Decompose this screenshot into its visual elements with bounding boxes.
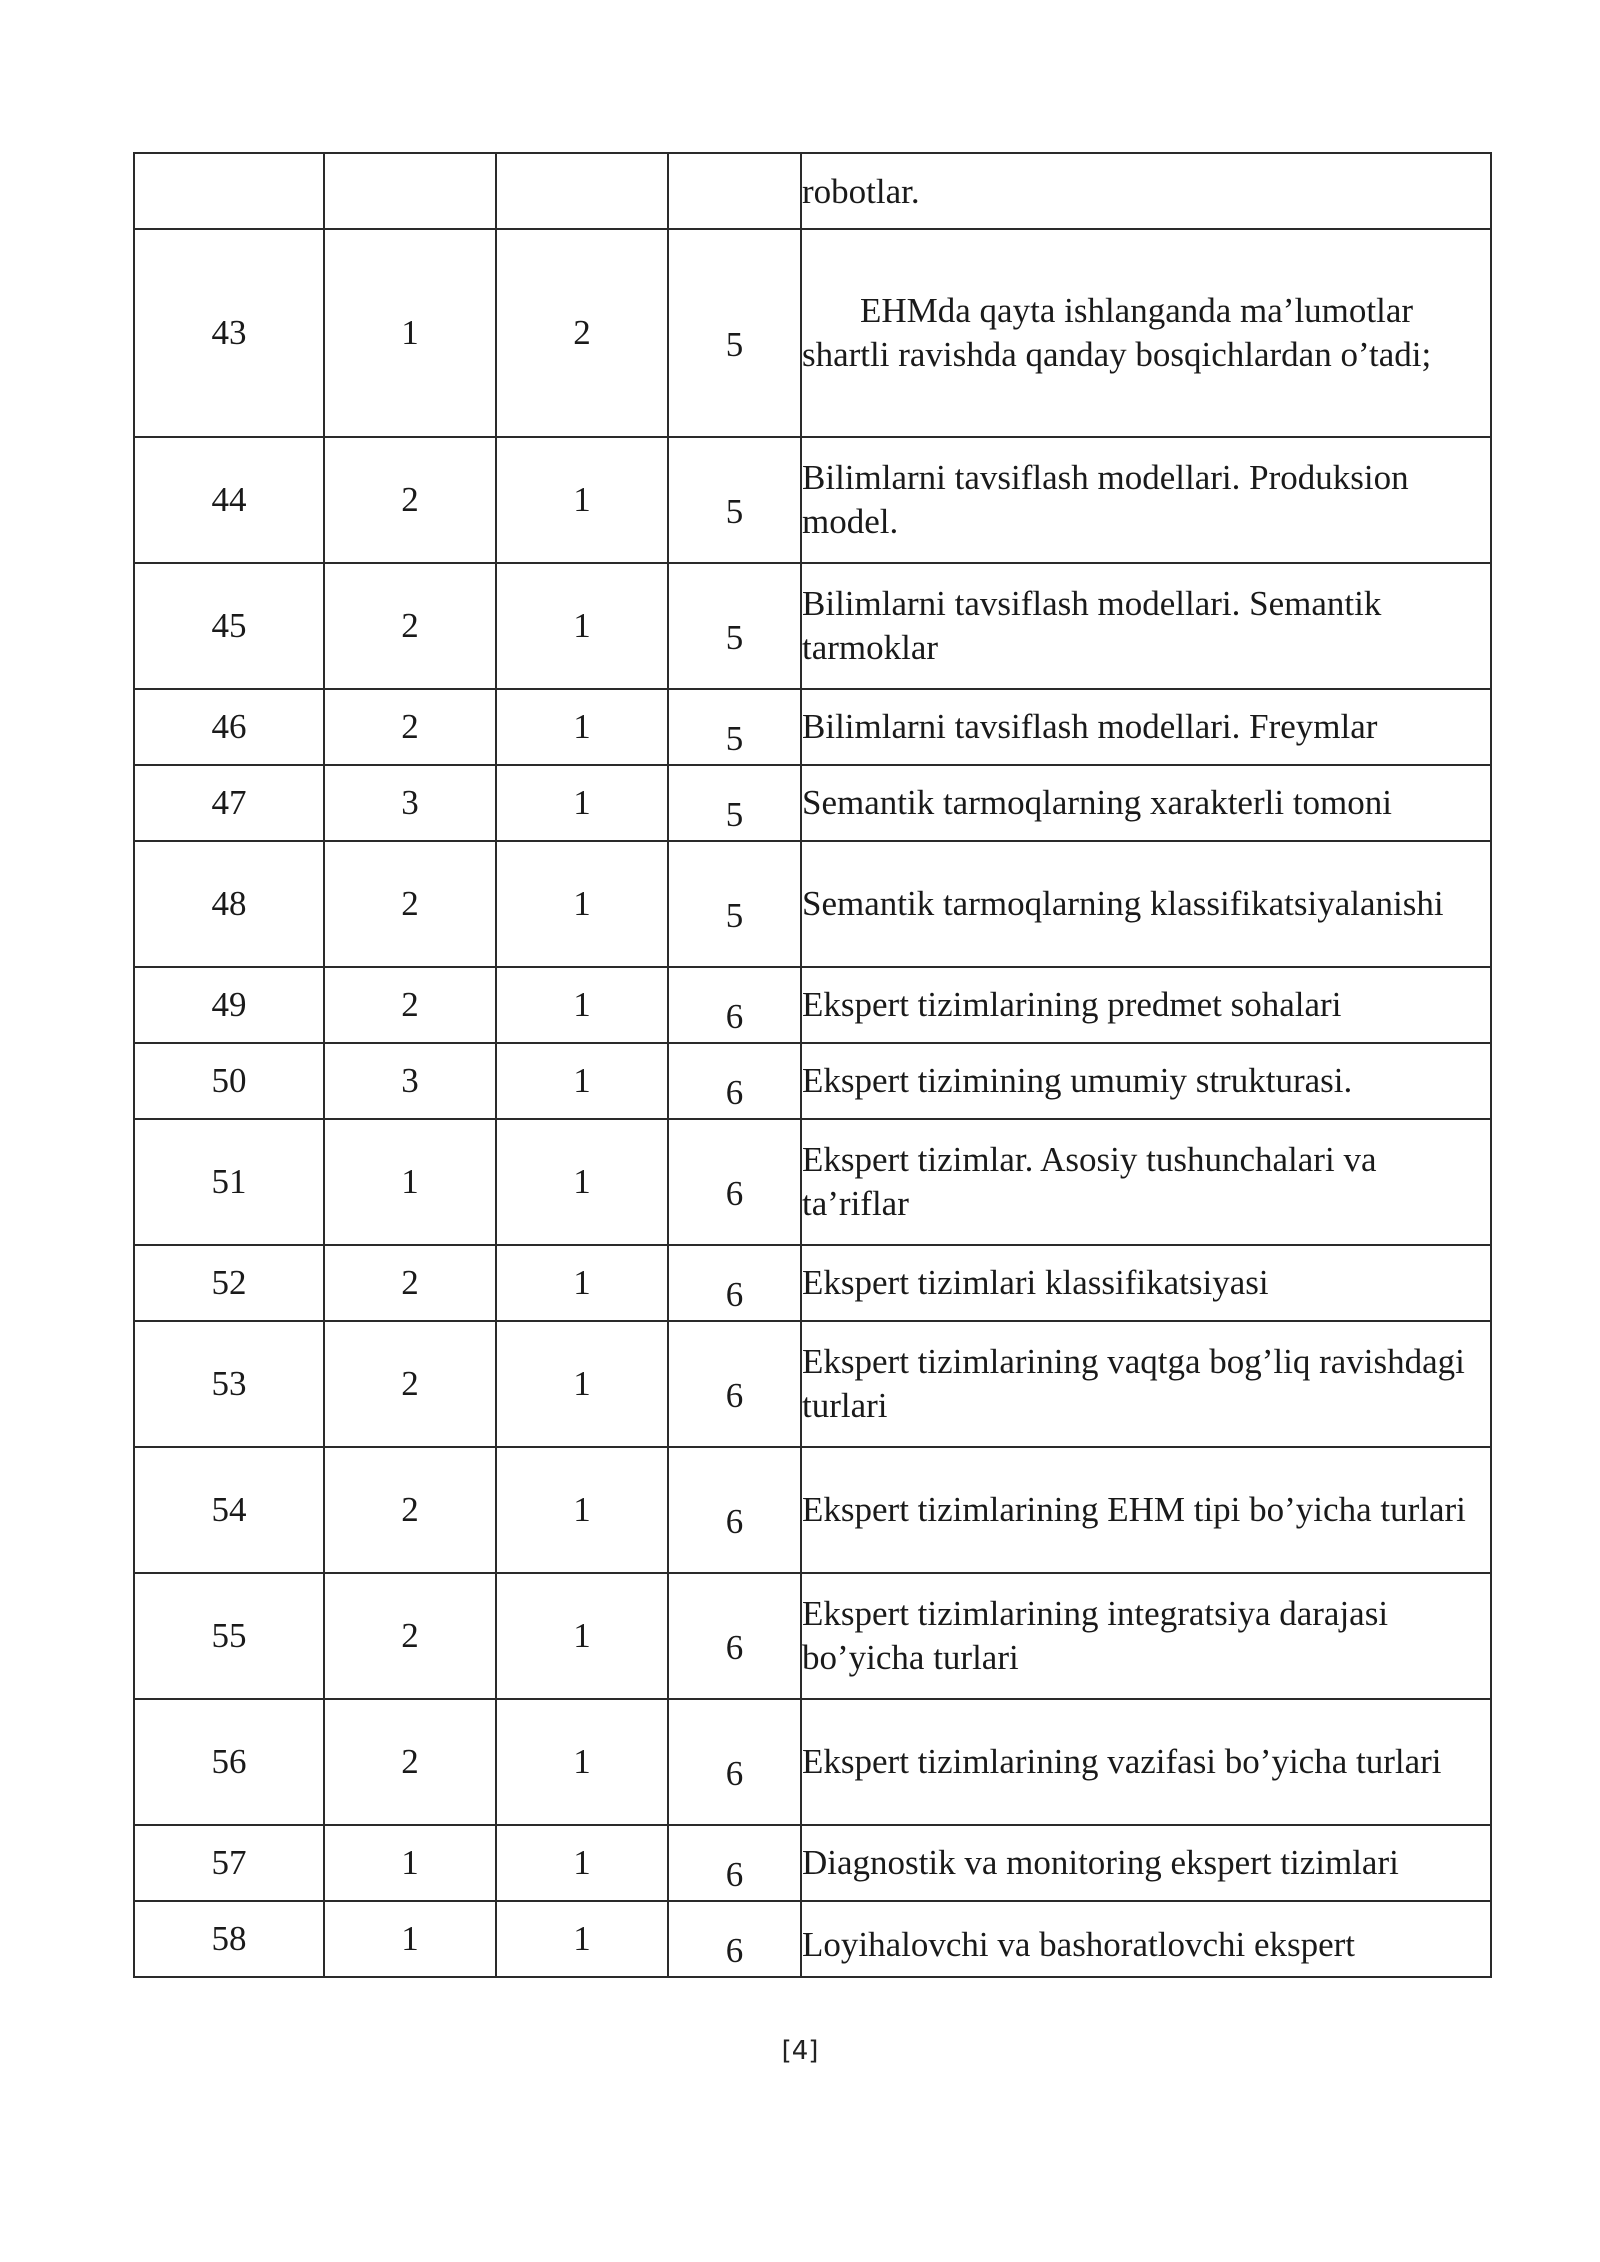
table-row-continuation xyxy=(134,153,1491,229)
table-cell-c: 6 xyxy=(668,1573,801,1699)
table-cell-a: 2 xyxy=(324,967,496,1043)
topics-table xyxy=(133,152,1492,1978)
topics-table-body xyxy=(134,153,1491,1977)
table-cell-c: 5 xyxy=(668,229,801,437)
table-cell-b: 1 xyxy=(496,967,668,1043)
page-number: [4] xyxy=(781,2036,819,2066)
table-row xyxy=(134,229,1491,437)
table-row xyxy=(134,765,1491,841)
table-row xyxy=(134,437,1491,563)
table-cell-topic: Diagnostik va monitoring ekspert tizimlari xyxy=(801,1825,1491,1901)
table-row xyxy=(134,1573,1491,1699)
table-cell-number: 44 xyxy=(134,437,324,563)
table-cell-c: 6 xyxy=(668,967,801,1043)
table-cell-b: 1 xyxy=(496,1447,668,1573)
table-cell-number: 55 xyxy=(134,1573,324,1699)
table-cell-empty xyxy=(496,153,668,229)
table-cell-number: 49 xyxy=(134,967,324,1043)
table-cell-number: 51 xyxy=(134,1119,324,1245)
table-cell-b: 1 xyxy=(496,765,668,841)
table-row xyxy=(134,967,1491,1043)
table-cell-topic: Ekspert tizimining umumiy strukturasi. xyxy=(801,1043,1491,1119)
table-cell-number: 57 xyxy=(134,1825,324,1901)
table-cell-b: 1 xyxy=(496,1321,668,1447)
table-cell-topic: Ekspert tizimlarining EHM tipi bo’yicha turlari xyxy=(801,1447,1491,1573)
table-cell-b: 1 xyxy=(496,1245,668,1321)
table-cell-number: 45 xyxy=(134,563,324,689)
table-cell-a: 2 xyxy=(324,563,496,689)
table-cell-a: 2 xyxy=(324,437,496,563)
table-cell-a: 2 xyxy=(324,1245,496,1321)
table-cell-a: 3 xyxy=(324,765,496,841)
table-cell-a: 1 xyxy=(324,1901,496,1977)
table-cell-a: 1 xyxy=(324,1119,496,1245)
table-cell-number: 46 xyxy=(134,689,324,765)
table-cell-empty xyxy=(668,153,801,229)
table-cell-c: 6 xyxy=(668,1447,801,1573)
table-cell-c: 5 xyxy=(668,437,801,563)
table-row xyxy=(134,1321,1491,1447)
table-cell-topic: Bilimlarni tavsiflash modellari. Freymlar xyxy=(801,689,1491,765)
table-cell-c: 6 xyxy=(668,1901,801,1977)
table-cell-number: 56 xyxy=(134,1699,324,1825)
table-cell-c: 6 xyxy=(668,1699,801,1825)
table-cell-c: 5 xyxy=(668,841,801,967)
table-cell-number: 50 xyxy=(134,1043,324,1119)
table-cell-b: 1 xyxy=(496,1901,668,1977)
table-cell-b: 1 xyxy=(496,1119,668,1245)
table-cell-topic: Ekspert tizimlar. Asosiy tushunchalari va ta’riflar xyxy=(801,1119,1491,1245)
table-cell-c: 6 xyxy=(668,1321,801,1447)
table-cell-empty xyxy=(134,153,324,229)
table-cell-number: 53 xyxy=(134,1321,324,1447)
table-cell-a: 2 xyxy=(324,841,496,967)
table-cell-topic: Ekspert tizimlarining integratsiya darajasi bo’yicha turlari xyxy=(801,1573,1491,1699)
table-cell-number: 52 xyxy=(134,1245,324,1321)
table-cell-c: 5 xyxy=(668,765,801,841)
table-row xyxy=(134,563,1491,689)
table-cell-c: 5 xyxy=(668,563,801,689)
table-cell-c: 5 xyxy=(668,689,801,765)
table-row xyxy=(134,1901,1491,1977)
table-cell-number: 54 xyxy=(134,1447,324,1573)
table-cell-topic: Ekspert tizimlarining vaqtga bog’liq ravishdagi turlari xyxy=(801,1321,1491,1447)
table-cell-b: 1 xyxy=(496,563,668,689)
table-cell-c: 6 xyxy=(668,1119,801,1245)
table-cell-topic: robotlar. xyxy=(801,153,1491,229)
table-cell-b: 1 xyxy=(496,437,668,563)
table-cell-number: 58 xyxy=(134,1901,324,1977)
table-cell-a: 2 xyxy=(324,1573,496,1699)
table-cell-topic: Ekspert tizimlarining vazifasi bo’yicha turlari xyxy=(801,1699,1491,1825)
table-cell-a: 2 xyxy=(324,1447,496,1573)
table-cell-b: 1 xyxy=(496,1699,668,1825)
table-cell-c: 6 xyxy=(668,1245,801,1321)
table-cell-c: 6 xyxy=(668,1043,801,1119)
table-row xyxy=(134,1447,1491,1573)
table-cell-topic: Loyihalovchi va bashoratlovchi ekspert xyxy=(801,1901,1491,1977)
table-cell-a: 1 xyxy=(324,1825,496,1901)
table-cell-topic: Bilimlarni tavsiflash modellari. Produksion model. xyxy=(801,437,1491,563)
table-cell-a: 3 xyxy=(324,1043,496,1119)
table-row xyxy=(134,841,1491,967)
table-row xyxy=(134,1825,1491,1901)
table-cell-b: 1 xyxy=(496,841,668,967)
table-row xyxy=(134,1699,1491,1825)
table-cell-topic: Ekspert tizimlari klassifikatsiyasi xyxy=(801,1245,1491,1321)
table-cell-topic: Semantik tarmoqlarning xarakterli tomoni xyxy=(801,765,1491,841)
table-cell-b: 2 xyxy=(496,229,668,437)
table-cell-a: 2 xyxy=(324,1699,496,1825)
table-row xyxy=(134,1119,1491,1245)
table-cell-number: 43 xyxy=(134,229,324,437)
table-cell-empty xyxy=(324,153,496,229)
table-cell-topic: Semantik tarmoqlarning klassifikatsiyalanishi xyxy=(801,841,1491,967)
table-cell-a: 1 xyxy=(324,229,496,437)
table-cell-b: 1 xyxy=(496,1825,668,1901)
table-cell-topic: Bilimlarni tavsiflash modellari. Semantik tarmoklar xyxy=(801,563,1491,689)
table-cell-b: 1 xyxy=(496,689,668,765)
table-cell-c: 6 xyxy=(668,1825,801,1901)
table-cell-topic: Ekspert tizimlarining predmet sohalari xyxy=(801,967,1491,1043)
table-cell-number: 47 xyxy=(134,765,324,841)
table-cell-topic: EHMda qayta ishlanganda ma’lumotlar shartli ravishda qanday bosqichlardan o’tadi; xyxy=(801,229,1491,437)
table-cell-a: 2 xyxy=(324,1321,496,1447)
table-cell-b: 1 xyxy=(496,1573,668,1699)
table-cell-a: 2 xyxy=(324,689,496,765)
table-cell-b: 1 xyxy=(496,1043,668,1119)
table-row xyxy=(134,1043,1491,1119)
table-cell-number: 48 xyxy=(134,841,324,967)
table-row xyxy=(134,689,1491,765)
table-row xyxy=(134,1245,1491,1321)
